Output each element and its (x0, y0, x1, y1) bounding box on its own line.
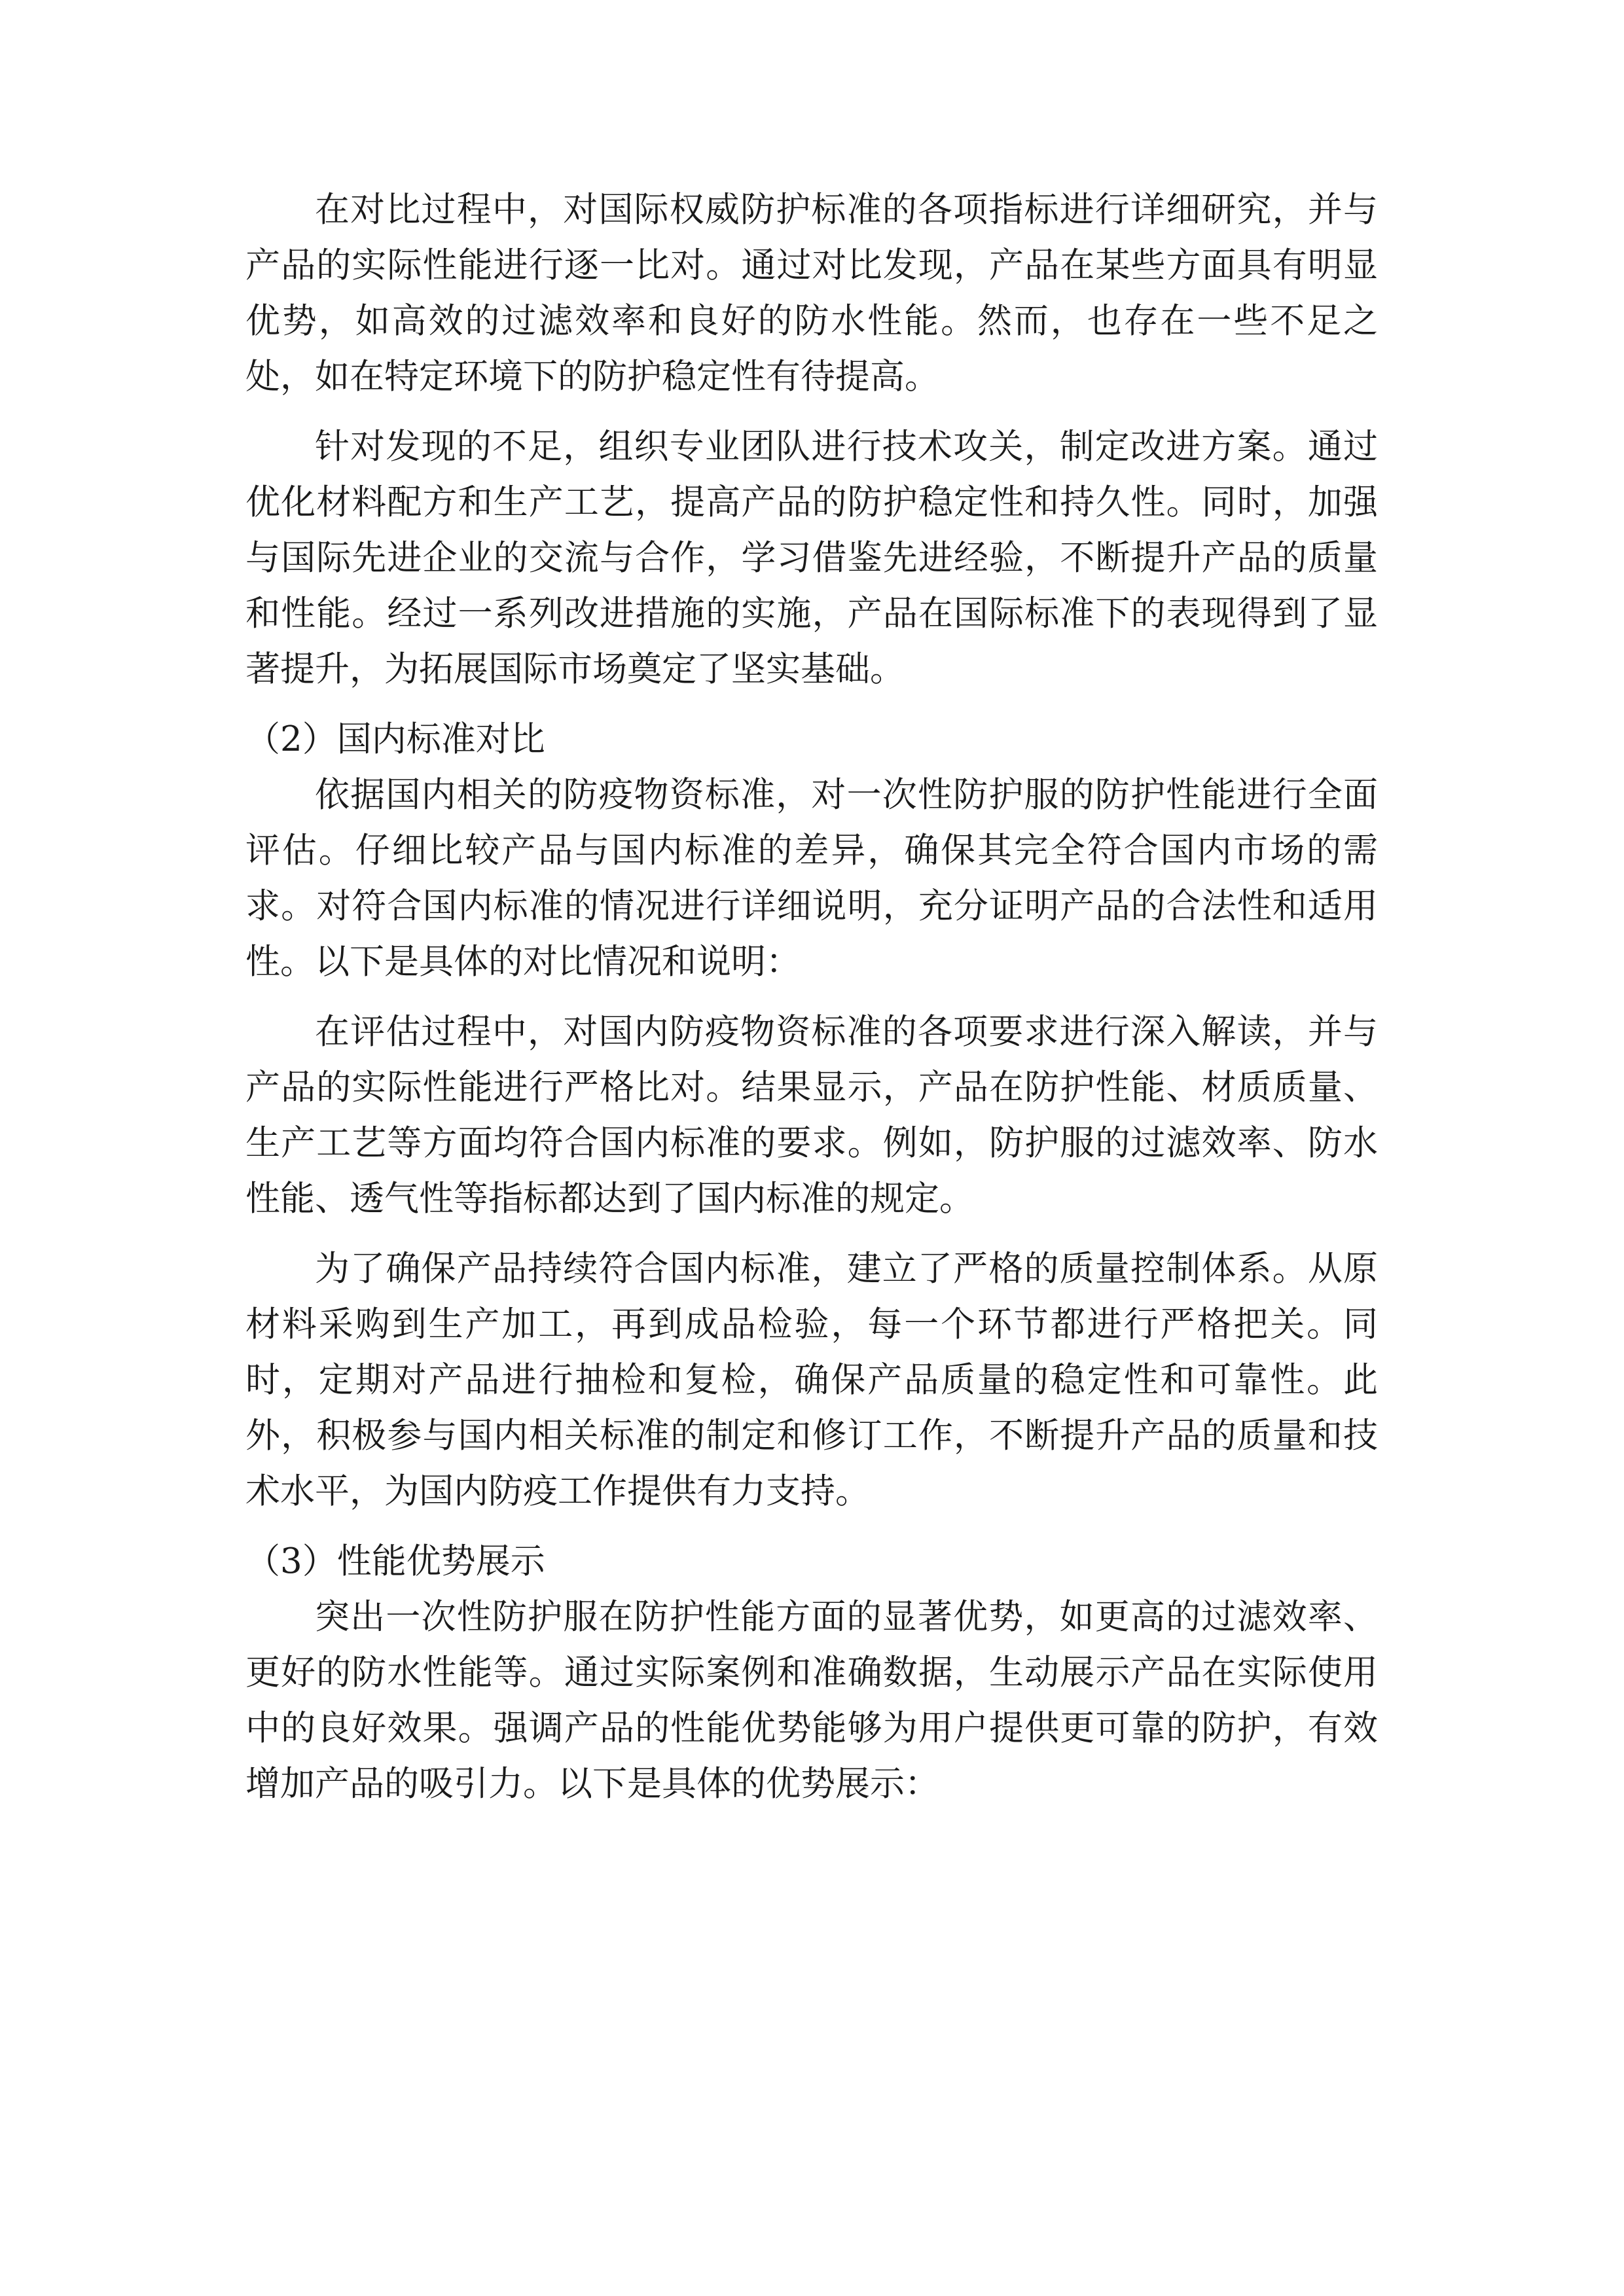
section-heading-performance-advantages: （3）性能优势展示 (245, 1541, 545, 1581)
paragraph-domestic-results: 在评估过程中，对国内防疫物资标准的各项要求进行深入解读，并与产品的实际性能进行严格比对。结果显示，产品在防护性能、材质质量、生产工艺等方面均符合国内标准的要求。例如，防护服的过滤效率、防水性能、透气性等指标都达到了国内标准的规定。 (245, 1012, 1378, 1219)
paragraph-advantages-intro: 突出一次性防护服在防护性能方面的显著优势，如更高的过滤效率、更好的防水性能等。通过实际案例和准确数据，生动展示产品在实际使用中的良好效果。强调产品的性能优势能够为用户提供更可靠的防护，有效增加产品的吸引力。以下是具体的优势展示： (245, 1597, 1378, 1804)
paragraph-domestic-evaluation: 依据国内相关的防疫物资标准，对一次性防护服的防护性能进行全面评估。仔细比较产品与国内标准的差异，确保其完全符合国内市场的需求。对符合国内标准的情况进行详细说明，充分证明产品的合法性和适用性。以下是具体的对比情况和说明： (245, 775, 1378, 982)
paragraph-quality-control: 为了确保产品持续符合国内标准，建立了严格的质量控制体系。从原材料采购到生产加工，再到成品检验，每一个环节都进行严格把关。同时，定期对产品进行抽检和复检，确保产品质量的稳定性和可靠性。此外，积极参与国内相关标准的制定和修订工作，不断提升产品的质量和技术水平，为国内防疫工作提供有力支持。 (245, 1249, 1378, 1511)
paragraph-improvement-measures: 针对发现的不足，组织专业团队进行技术攻关，制定改进方案。通过优化材料配方和生产工艺，提高产品的防护稳定性和持久性。同时，加强与国际先进企业的交流与合作，学习借鉴先进经验，不断提升产品的质量和性能。经过一系列改进措施的实施，产品在国际标准下的表现得到了显著提升，为拓展国际市场奠定了坚实基础。 (245, 427, 1378, 689)
document-body (245, 182, 1378, 1826)
section-heading-domestic-standards: （2）国内标准对比 (245, 719, 545, 759)
paragraph-intl-comparison-findings: 在对比过程中，对国际权威防护标准的各项指标进行详细研究，并与产品的实际性能进行逐一比对。通过对比发现，产品在某些方面具有明显优势，如高效的过滤效率和良好的防水性能。然而，也存在一些不足之处，如在特定环境下的防护稳定性有待提高。 (245, 190, 1378, 397)
